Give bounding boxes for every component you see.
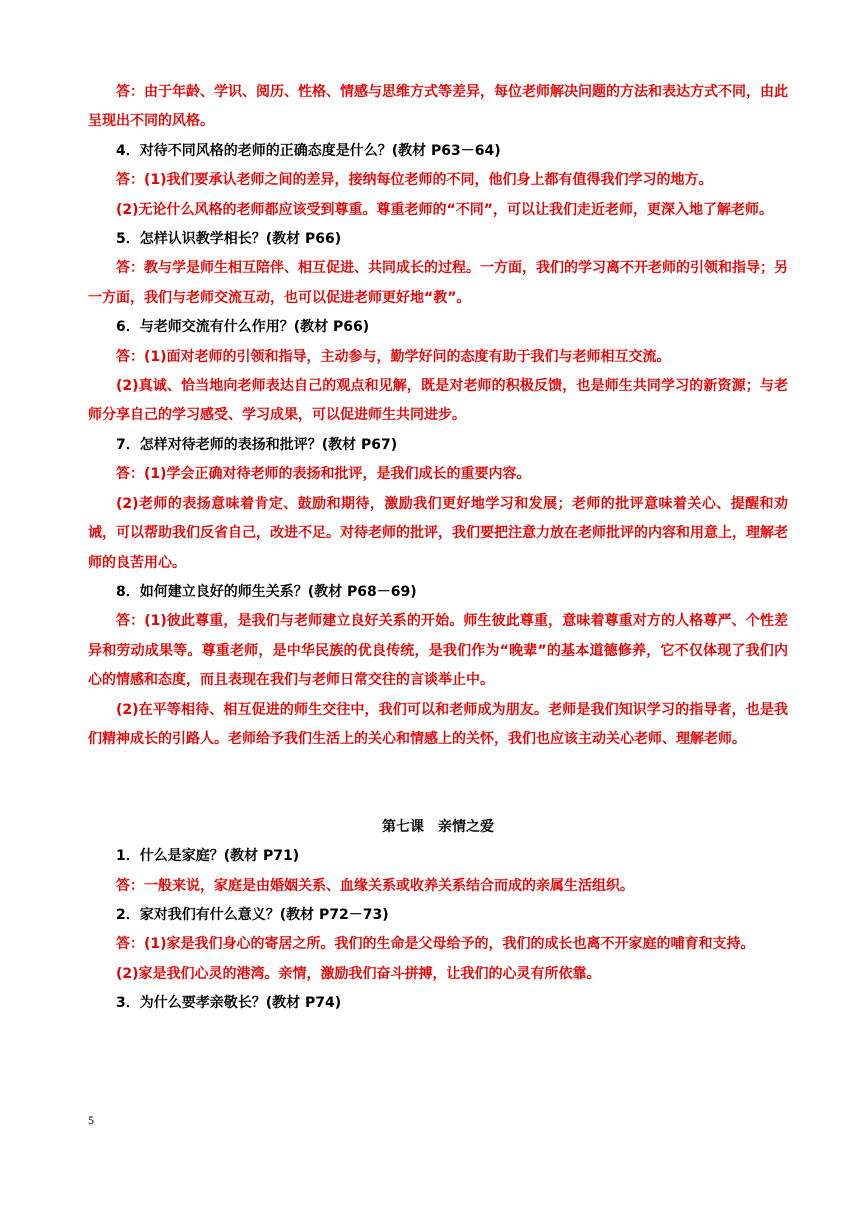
question-line: 8．如何建立良好的师生关系？(教材 P68－69) — [116, 583, 417, 600]
question-line: 2．家对我们有什么意义？(教材 P72－73) — [116, 906, 389, 923]
section-spacer — [88, 754, 788, 783]
answer-paragraph: 答：(1)彼此尊重，是我们与老师建立良好关系的开始。师生彼此尊重，意味着尊重对方的人格尊严、个性差异和劳动成果等。尊重老师，是中华民族的优良传统，是我们作为“晚辈”的基本道德修养，它不仅体现了我们内心的情感和态度，而且表现在我们与老师日常交往的言谈举止中。 — [88, 613, 788, 689]
question-line: 5．怎样认识教学相长？(教材 P66) — [116, 231, 342, 248]
answer-paragraph: 答：(1)学会正确对待老师的表扬和批评，是我们成长的重要内容。 — [116, 466, 531, 483]
page-number: 5 — [88, 1113, 94, 1127]
question-line: 6．与老师交流有什么作用？(教材 P66) — [116, 319, 370, 336]
question-line: 1．什么是家庭？(教材 P71) — [116, 848, 300, 865]
answer-paragraph: (2)无论什么风格的老师都应该受到尊重。尊重老师的“不同”，可以让我们走近老师，更深入地了解老师。 — [116, 201, 773, 218]
answer-paragraph: 答：由于年龄、学识、阅历、性格、情感与思维方式等差异，每位老师解决问题的方法和表达方式不同，由此呈现出不同的风格。 — [88, 84, 788, 130]
answer-paragraph: 答：(1)面对老师的引领和指导，主动参与，勤学好问的态度有助于我们与老师相互交流。 — [116, 348, 671, 365]
answer-paragraph: (2)家是我们心灵的港湾。亲情，激励我们奋斗拼搏，让我们的心灵有所依靠。 — [116, 965, 601, 982]
question-line: 3．为什么要孝亲敬长？(教材 P74) — [116, 995, 342, 1012]
answer-paragraph: 答：(1)家是我们身心的寄居之所。我们的生命是父母给予的，我们的成长也离不开家庭的哺育和支持。 — [116, 936, 755, 953]
answer-paragraph: (2)真诚、恰当地向老师表达自己的观点和见解，既是对老师的积极反馈，也是师生共同学习的新资源；与老师分享自己的学习感受、学习成果，可以促进师生共同进步。 — [88, 378, 788, 424]
page-content — [88, 78, 788, 1019]
question-line: 4．对待不同风格的老师的正确态度是什么？(教材 P63－64) — [116, 142, 501, 159]
answer-paragraph: 答：(1)我们要承认老师之间的差异，接纳每位老师的不同，他们身上都有值得我们学习的地方。 — [116, 172, 713, 189]
answer-paragraph: (2)老师的表扬意味着肯定、鼓励和期待，激励我们更好地学习和发展；老师的批评意味着关心、提醒和劝诫，可以帮助我们反省自己，改进不足。对待老师的批评，我们要把注意力放在老师批评的内容和用意上，理解老师的良苦用心。 — [88, 495, 788, 571]
answer-paragraph: (2)在平等相待、相互促进的师生交往中，我们可以和老师成为朋友。老师是我们知识学习的指导者，也是我们精神成长的引路人。老师给予我们生活上的关心和情感上的关怀，我们也应该主动关心老师、理解老师。 — [88, 701, 788, 747]
answer-paragraph: 答：一般来说，家庭是由婚姻关系、血缘关系或收养关系结合而成的亲属生活组织。 — [116, 877, 634, 894]
lesson-heading: 第七课 亲情之爱 — [382, 818, 494, 835]
question-line: 7．怎样对待老师的表扬和批评？(教材 P67) — [116, 436, 398, 453]
answer-paragraph: 答：教与学是师生相互陪伴、相互促进、共同成长的过程。一方面，我们的学习离不开老师的引领和指导；另一方面，我们与老师交流互动，也可以促进老师更好地“教”。 — [88, 260, 788, 306]
